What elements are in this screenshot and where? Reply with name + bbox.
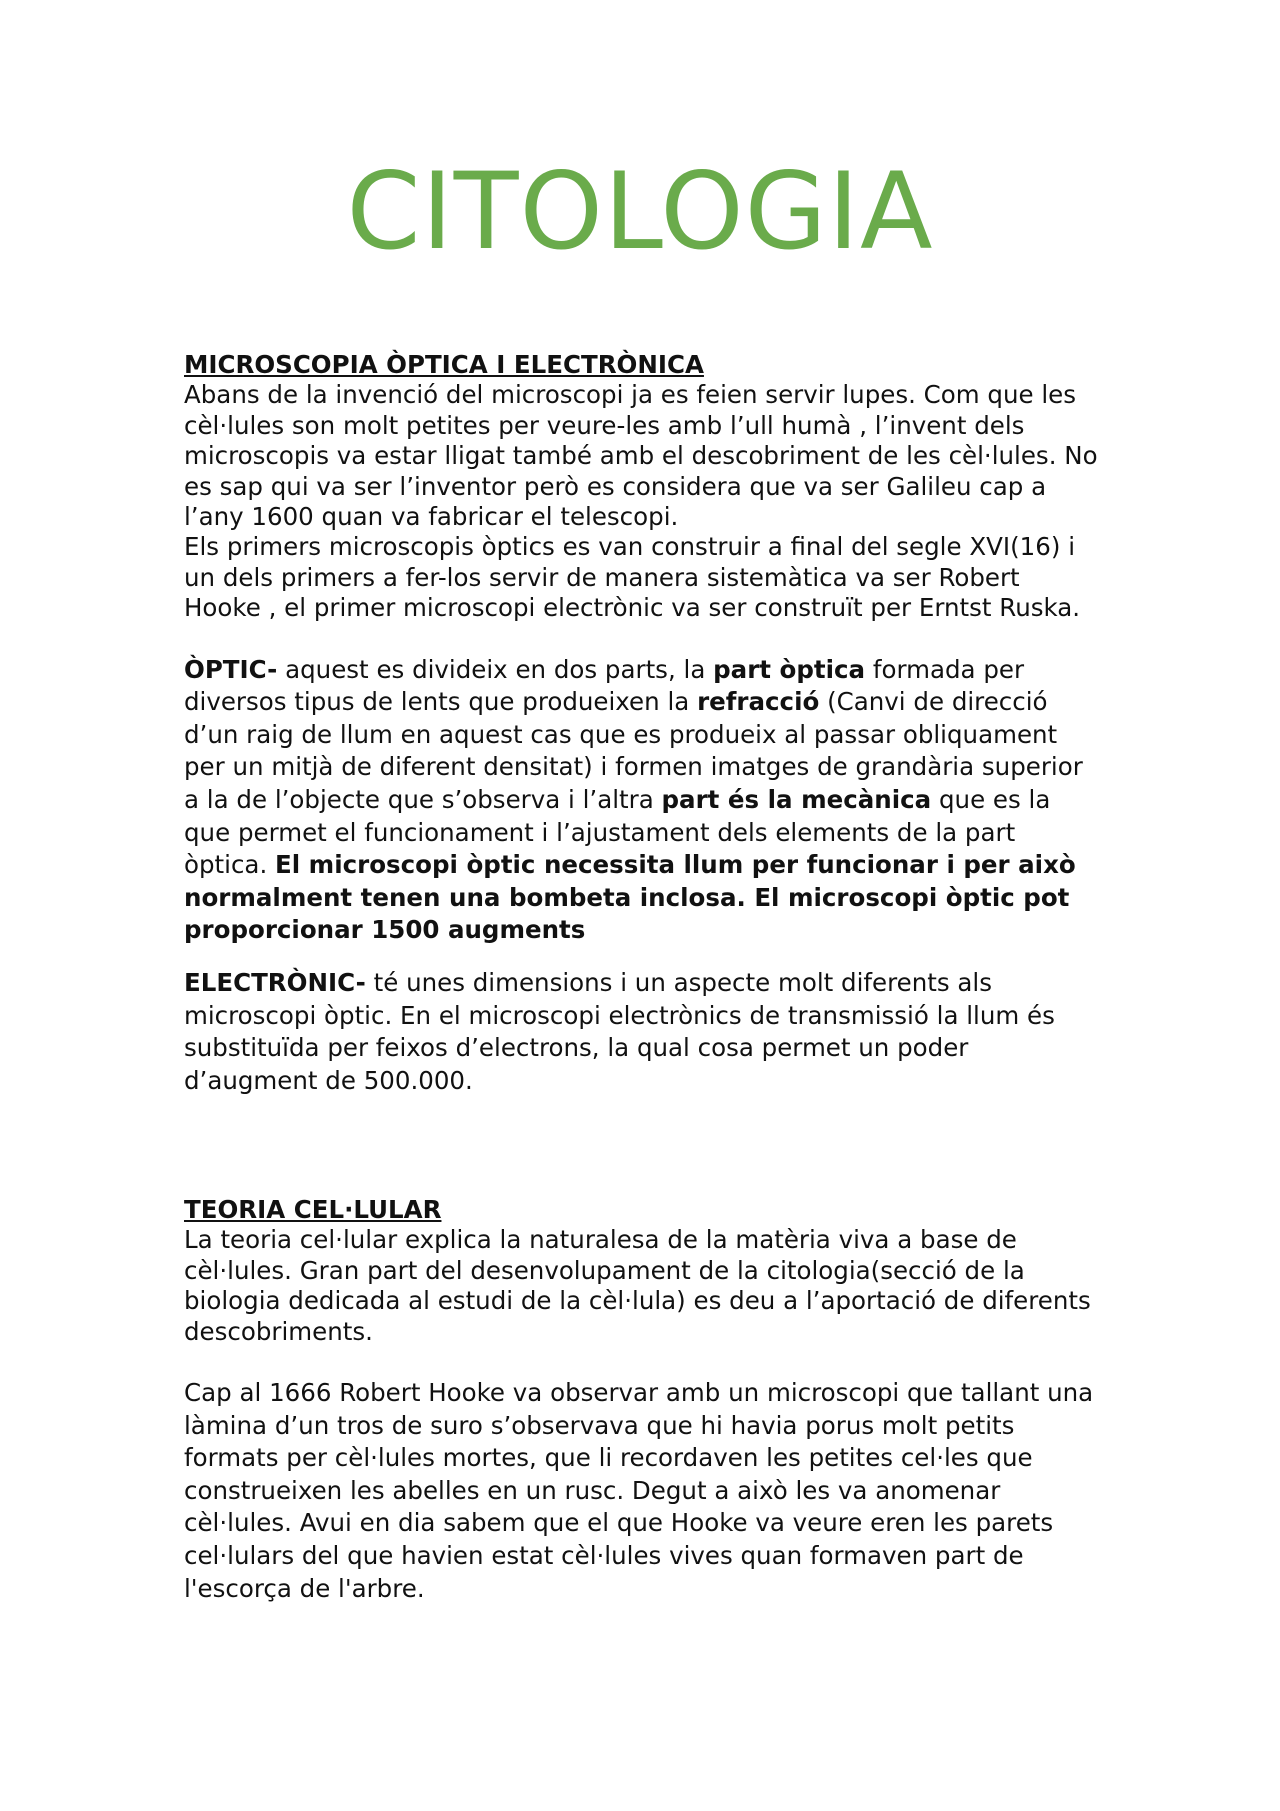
optic-label: ÒPTIC- xyxy=(184,654,278,684)
optic-bold: part òptica xyxy=(713,654,866,684)
optic-bold: part és la mecànica xyxy=(661,785,932,815)
electronic-paragraph xyxy=(184,967,1104,1097)
section-teoria-cellular xyxy=(184,1195,1104,1605)
electronic-text: té unes dimensions i un aspecte molt diferents als microscopi òptic. En el microscopi electrònics de transmissió la llum és substituïda per feixos d’electrons, la qual cosa permet un poder d’augment de 500.000. xyxy=(184,968,1055,1095)
optic-text: formada per diversos tipus de lents que produeixen la xyxy=(184,654,1025,717)
optic-bold: El microscopi òptic necessita llum per funcionar i per això normalment tenen una bombeta inclosa. El microscopi òptic pot proporcionar 1500 augments xyxy=(184,850,1076,945)
section-heading: TEORIA CEL·LULAR xyxy=(184,1195,442,1224)
optic-bold: refracció xyxy=(697,687,820,717)
paragraph: Els primers microscopis òptics es van construir a final del segle XVI(16) i un dels primers a fer-los servir de manera sistemàtica va ser Robert Hooke , el primer microscopi electrònic va ser construït per Erntst Ruska. xyxy=(184,532,1081,623)
section-heading: MICROSCOPIA ÒPTICA I ELECTRÒNICA xyxy=(184,350,704,379)
optic-paragraph xyxy=(184,654,1104,947)
paragraph: Abans de la invenció del microscopi ja es feien servir lupes. Com que les cèl·lules son molt petites per veure-les amb l’ull humà , l’invent dels microscopis va estar lligat també amb el descobriment de les cèl·lules. No es sap qui va ser l’inventor però es considera que va ser Galileu cap a l’any 1600 quan va fabricar el telescopi. xyxy=(184,380,1098,532)
document-title: CITOLOGIA xyxy=(346,150,934,273)
section-microscopia xyxy=(184,350,1104,1097)
optic-text: aquest es divideix en dos parts, la xyxy=(277,654,714,684)
electronic-label: ELECTRÒNIC- xyxy=(184,968,366,997)
paragraph: Cap al 1666 Robert Hooke va observar amb un microscopi que tallant una làmina d’un tros de suro s’observava que hi havia porus molt petits formats per cèl·lules mortes, que li recordaven les petites cel·les que construeixen les abelles en un rusc. Degut a això les va anomenar cèl·lules. Avui en dia sabem que el que Hooke va veure eren les parets cel·lulars del que havien estat cèl·lules vives quan formaven part de l'escorça de l'arbre. xyxy=(184,1378,1094,1603)
paragraph: La teoria cel·lular explica la naturalesa de la matèria viva a base de cèl·lules. Gran part del desenvolupament de la citologia(secció de la biologia dedicada al estudi de la cèl·lula) es deu a l’aportació de diferents descobriments. xyxy=(184,1225,1091,1346)
optic-text: que es la que permet el funcionament i l’ajustament dels elements de la part òptica. xyxy=(184,785,1051,880)
optic-text: (Canvi de direcció d’un raig de llum en aquest cas que es produeix al passar obliquament per un mitjà de diferent densitat) i formen imatges de grandària superior a la de l’objecte que s’observa i l’altra xyxy=(184,687,1083,815)
